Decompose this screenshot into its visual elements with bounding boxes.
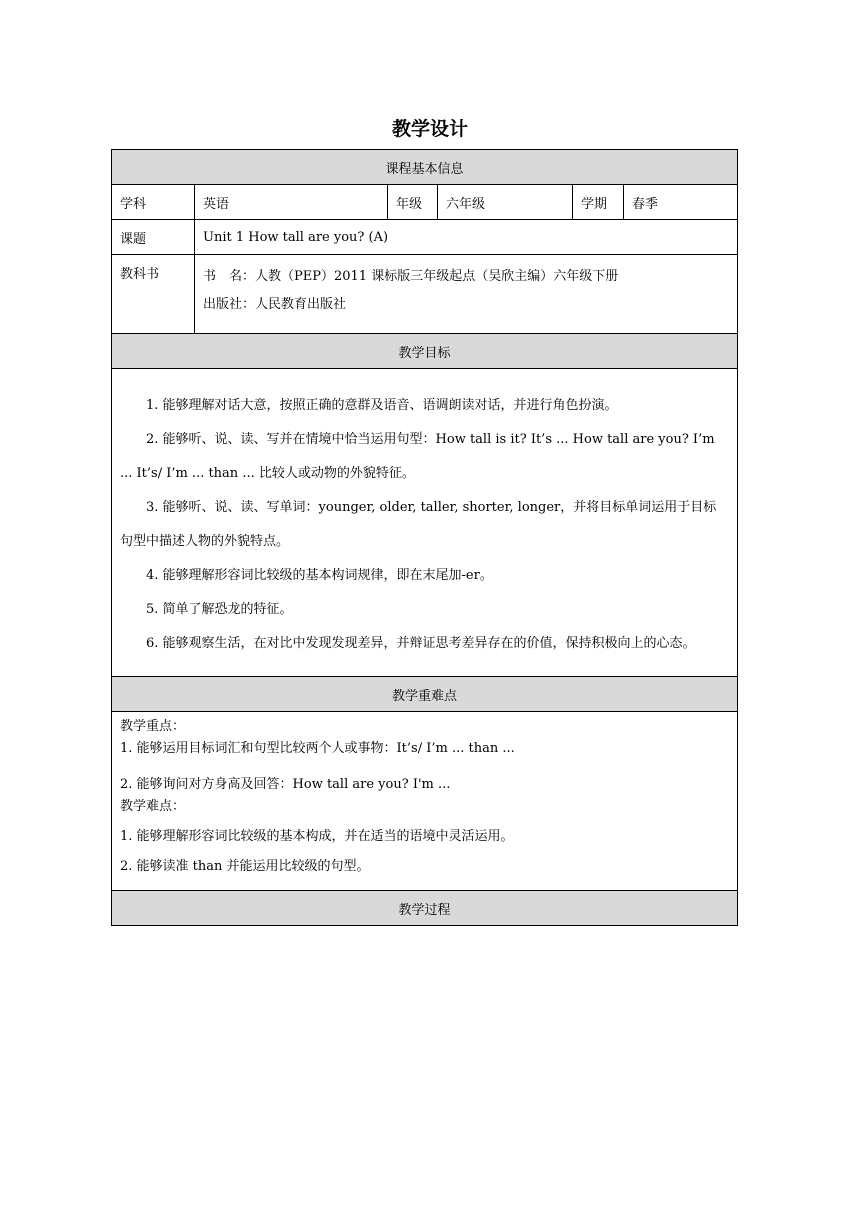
topic-value: Unit 1 How tall are you? (A) xyxy=(195,220,738,255)
objective-item: 1. 能够理解对话大意，按照正确的意群及语音、语调朗读对话，并进行角色扮演。 xyxy=(146,397,618,413)
objective-item: 5. 简单了解恐龙的特征。 xyxy=(146,601,293,617)
objective-item: 3. 能够听、说、读、写单词：younger, older, taller, shorter, longer，并将目标单词运用于目标句型中描述人物的外貌特点。 xyxy=(120,499,717,549)
focus-label: 教学重点： xyxy=(120,719,186,734)
focus-item: 2. 能够询问对方身高及回答：How tall are you? I'm ... xyxy=(120,777,451,792)
subject-label: 学科 xyxy=(112,185,195,220)
difficulty-label: 教学难点： xyxy=(120,799,186,814)
difficulty-item: 1. 能够理解形容词比较级的基本构成，并在适当的语境中灵活运用。 xyxy=(120,829,514,844)
textbook-name: 书 名：人教（PEP）2011 课标版三年级起点（吴欣主编）六年级下册 xyxy=(203,269,619,284)
term-value: 春季 xyxy=(624,185,738,220)
difficulty-item: 2. 能够读准 than 并能运用比较级的句型。 xyxy=(120,859,370,874)
grade-value: 六年级 xyxy=(438,185,573,220)
subject-value: 英语 xyxy=(195,185,388,220)
document-title: 教学设计 xyxy=(391,118,468,140)
objective-item: 4. 能够理解形容词比较级的基本构词规律，即在末尾加-er。 xyxy=(146,567,493,583)
section-header-objectives: 教学目标 xyxy=(112,334,738,369)
section-header-basic-info: 课程基本信息 xyxy=(112,150,738,185)
textbook-info xyxy=(195,255,738,334)
section-header-process: 教学过程 xyxy=(112,891,738,926)
textbook-publisher: 出版社：人民教育出版社 xyxy=(203,297,347,312)
section-header-key-points: 教学重难点 xyxy=(112,677,738,712)
term-label: 学期 xyxy=(573,185,624,220)
focus-item: 1. 能够运用目标词汇和句型比较两个人或事物：It’s/ I’m ... than ... xyxy=(120,741,515,756)
objectives-list xyxy=(112,369,738,677)
key-points-content xyxy=(112,712,738,891)
objective-item: 6. 能够观察生活，在对比中发现发现差异，并辩证思考差异存在的价值，保持积极向上的心态。 xyxy=(146,635,696,651)
objective-item: 2. 能够听、说、读、写并在情境中恰当运用句型：How tall is it? It’s ... How tall are you? I’m ... It’s/ I’m ... than ... 比较人或动物的外貌特征。 xyxy=(120,431,715,481)
textbook-label: 教科书 xyxy=(112,255,195,334)
lesson-plan-table xyxy=(111,149,738,926)
grade-label: 年级 xyxy=(388,185,438,220)
topic-label: 课题 xyxy=(112,220,195,255)
